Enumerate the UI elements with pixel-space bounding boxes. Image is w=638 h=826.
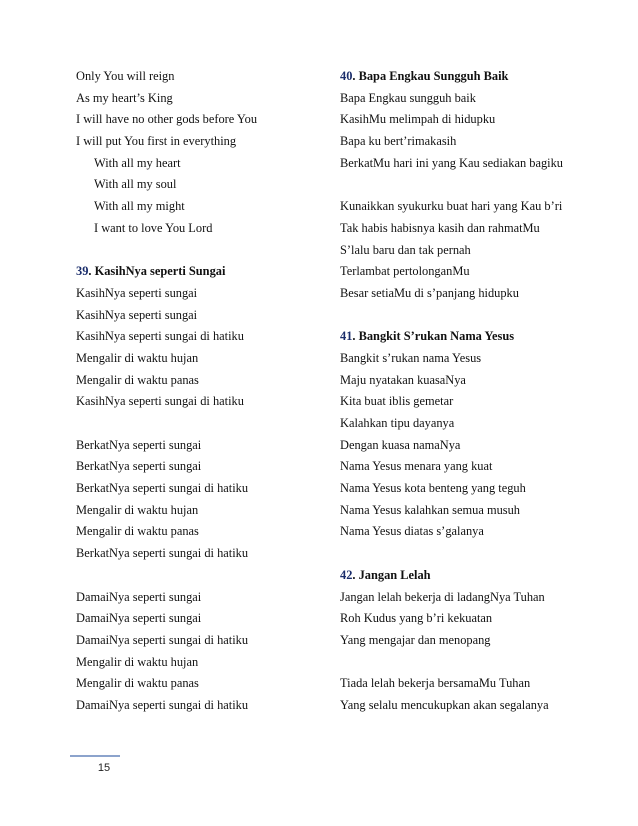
lyric-line: Nama Yesus kota benteng yang teguh [340,481,526,496]
song-title-text: Jangan Lelah [358,567,431,582]
lyric-line: DamaiNya seperti sungai di hatiku [76,632,249,647]
lyric-line: Mengalir di waktu hujan [76,502,199,517]
lyric-line: BerkatNya seperti sungai [76,459,202,474]
lyric-line: Kunaikkan syukurku buat hari yang Kau b’ri [340,199,563,214]
lyric-line: Kita buat iblis gemetar [340,394,454,409]
song-number: 40 [340,69,353,83]
lyric-line: Kalahkan tipu dayanya [340,416,455,430]
lyric-line: BerkatNya seperti sungai di hatiku [76,546,249,561]
lyric-line: DamaiNya seperti sungai di hatiku [76,697,249,712]
lyric-line: Nama Yesus menara yang kuat [340,459,493,474]
lyric-line: Besar setiaMu di s’panjang hidupku [340,285,519,300]
song-title [340,565,580,587]
blank-line [340,174,580,196]
lyric-line: Bangkit s’rukan nama Yesus [340,350,482,365]
lyric-line: Mengalir di waktu panas [76,676,199,691]
lyric-line: Nama Yesus kalahkan semua musuh [340,502,520,517]
lyric-line: KasihMu melimpah di hidupku [340,112,496,127]
lyric-line: Only You will reign [76,69,175,83]
lyric-line: Bapa ku bert’rimakasih [340,134,457,149]
lyric-line: DamaiNya seperti sungai [76,589,202,604]
lyric-line: As my heart’s King [76,90,173,105]
lyric-line: KasihNya seperti sungai di hatiku [76,329,244,344]
song-title-text: Bangkit S’rukan Nama Yesus [358,329,515,344]
song-number-separator: . [88,264,95,279]
lyric-line: KasihNya seperti sungai di hatiku [76,394,244,409]
lyric-line: Bapa Engkau sungguh baik [340,90,476,105]
song-number: 41 [340,329,353,344]
blank-line [76,240,316,262]
lyric-line: KasihNya seperti sungai [76,307,198,322]
footer-rule [70,755,120,757]
blank-line [76,413,316,435]
lyric-line: Mengalir di waktu hujan [76,350,199,365]
lyric-line: Nama Yesus diatas s’galanya [340,524,484,539]
blank-line [340,543,580,565]
blank-line [340,305,580,327]
lyric-line: BerkatMu hari ini yang Kau sediakan bagiku [340,155,563,170]
lyric-line: Dengan kuasa namaNya [340,437,461,452]
song-title [340,66,580,88]
song-title-text: Bapa Engkau Sungguh Baik [358,69,509,83]
blank-line [340,652,580,674]
song-number-separator: . [352,329,359,344]
lyric-line: I will put You first in everything [76,134,237,149]
blank-line [76,565,316,587]
lyric-line: Jangan lelah bekerja di ladangNya Tuhan [340,589,545,604]
song-title [340,326,580,348]
song-number: 39 [76,264,89,279]
lyric-line: I want to love You Lord [94,220,213,235]
song-title [76,261,316,283]
left-column [76,66,316,717]
lyric-line: DamaiNya seperti sungai [76,611,202,626]
song-title-text: KasihNya seperti Sungai [94,264,226,279]
lyric-line: Tiada lelah bekerja bersamaMu Tuhan [340,676,531,691]
lyric-line: With all my soul [94,177,177,192]
lyric-line: Mengalir di waktu hujan [76,654,199,669]
lyric-line: BerkatNya seperti sungai di hatiku [76,481,249,496]
lyric-line: Yang mengajar dan menopang [340,632,491,647]
right-column [340,66,580,717]
lyric-line: Mengalir di waktu panas [76,524,199,539]
lyric-line: Terlambat pertolonganMu [340,264,470,279]
song-number-separator: . [352,69,359,83]
lyric-line: I will have no other gods before You [76,112,258,127]
song-number: 42 [340,567,353,582]
lyric-line: Tak habis habisnya kasih dan rahmatMu [340,220,540,235]
song-number-separator: . [352,567,359,582]
lyric-line: With all my heart [94,155,181,170]
lyric-line: BerkatNya seperti sungai [76,437,202,452]
lyric-line: Yang selalu mencukupkan akan segalanya [340,697,549,712]
page-number: 15 [97,762,111,774]
lyric-line: KasihNya seperti sungai [76,285,198,300]
lyric-line: With all my might [94,199,185,214]
lyric-line: Roh Kudus yang b’ri kekuatan [340,611,493,626]
lyric-line: S’lalu baru dan tak pernah [340,242,471,257]
lyric-line: Maju nyatakan kuasaNya [340,372,466,387]
lyric-line: Mengalir di waktu panas [76,372,199,387]
